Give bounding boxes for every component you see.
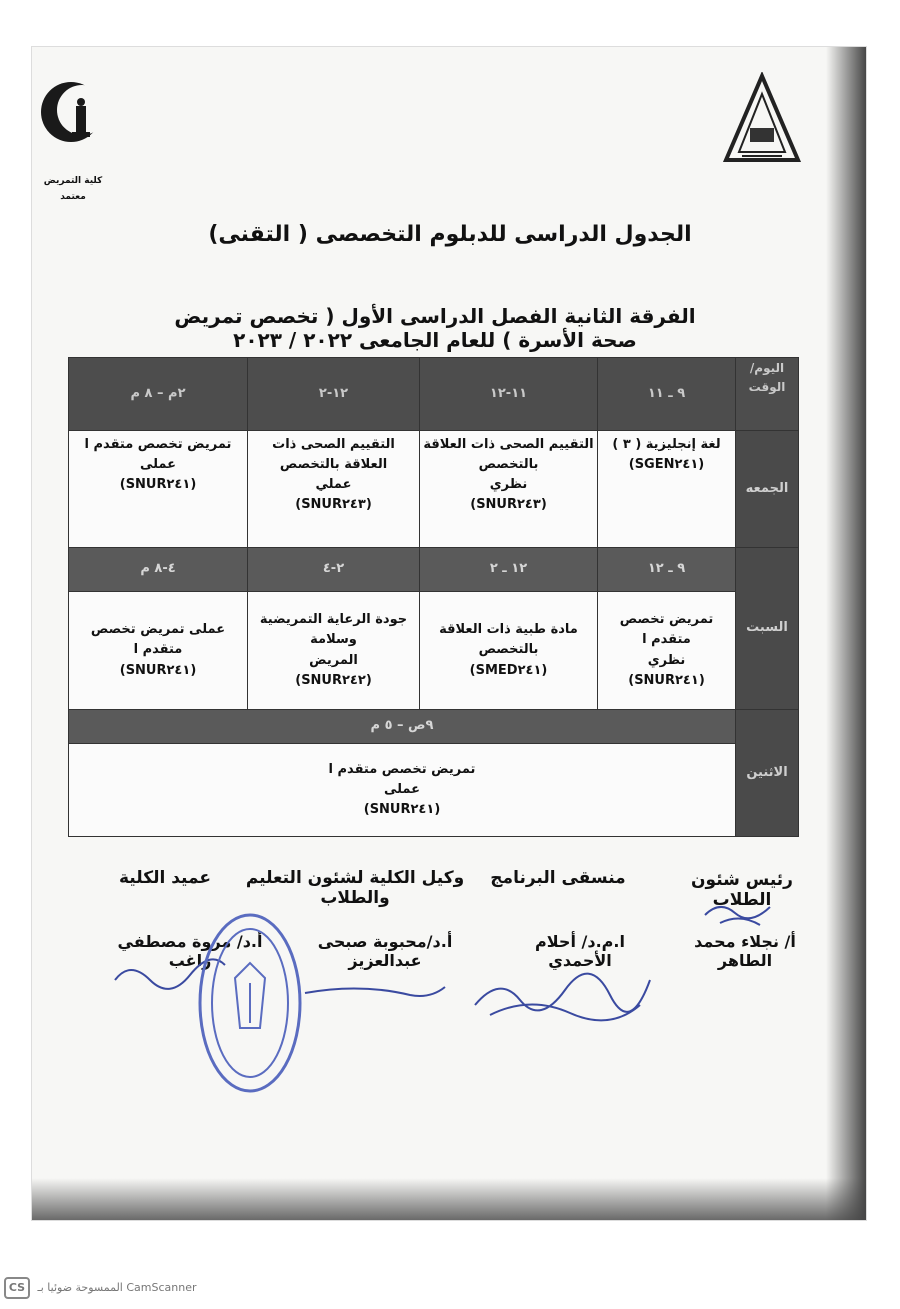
course-code: (SMED٢٤١) — [469, 662, 548, 678]
course-cell — [598, 592, 736, 710]
course-cell — [69, 744, 736, 837]
signature-name: أ.د/محبوبة صبحى عبدالعزيز — [317, 932, 453, 970]
logo-college-text: كلية التمريض — [43, 176, 103, 186]
course-name: تمريض تخصص متقدم ا — [619, 612, 714, 648]
course-name: تمريض تخصص متقدم ا — [84, 437, 232, 452]
course-name: تمريض تخصص متقدم ا — [328, 761, 476, 777]
course-type: عملى — [139, 457, 177, 473]
time-header: ٢-٤ — [248, 548, 420, 592]
course-cell — [420, 592, 598, 710]
time-header: ١١-١٢ — [420, 358, 598, 431]
course-code: (SNUR٢٤١) — [628, 672, 705, 688]
time-header: ٢م – ٨ م — [69, 358, 248, 431]
signature-role: وكيل الكلية لشئون التعليم والطلاب — [245, 868, 465, 908]
course-code: (SGEN٢٤١) — [628, 457, 705, 473]
day-label: الجمعه — [736, 431, 799, 548]
signature-role: عميد الكلية — [119, 868, 211, 888]
course-name-cont: المريض — [309, 652, 358, 668]
corner-header: اليوم/الوقت — [736, 358, 799, 431]
course-name: عملى تمريض تخصص متقدم ا — [90, 622, 226, 658]
page-subtitle: الفرقة الثانية الفصل الدراسى الأول ( تخصص تمريض صحة الأسرة ) للعام الجامعى ٢٠٢٢ / ٢٠٢٣ — [174, 304, 696, 352]
signature-name: ا.م.د/ أحلام الأحمدي — [535, 932, 625, 970]
course-cell — [69, 592, 248, 710]
camscanner-icon: CS — [4, 1277, 30, 1299]
signature-name: أ.د/ مروة مصطفي راغب — [117, 932, 263, 970]
course-cell — [69, 431, 248, 548]
course-type: عملى — [383, 781, 421, 797]
time-header: ١٢-٢ — [248, 358, 420, 431]
course-cell — [248, 431, 420, 548]
time-header: ١٢ ـ ٢ — [420, 548, 598, 592]
signature-role: منسقى البرنامج — [490, 868, 626, 888]
scanner-text: الممسوحة ضوئيا بـ CamScanner — [37, 1281, 197, 1294]
course-code: (SNUR٢٤١) — [119, 662, 197, 678]
course-type: عملي — [315, 477, 352, 493]
schedule-table — [68, 357, 799, 837]
course-code: (SNUR٢٤٣) — [295, 497, 372, 513]
course-name: التقييم الصحى ذات العلاقة بالتخصص — [423, 437, 594, 473]
signature-name: أ/ نجلاء محمد الطاهر — [694, 932, 796, 970]
course-code: (SNUR٢٤١) — [363, 802, 441, 818]
time-header: ٤-٨ م — [69, 548, 248, 592]
university-logo — [722, 72, 802, 167]
scanner-footer — [4, 1277, 197, 1299]
scan-shadow-bottom — [32, 1178, 866, 1220]
logo-accredited-text: معتمد — [60, 192, 86, 202]
handwritten-signature — [470, 965, 660, 1025]
page-title: الجدول الدراسى للدبلوم التخصصى ( التقنى) — [208, 222, 692, 247]
course-name: مادة طبية ذات العلاقة بالتخصص — [439, 622, 578, 658]
course-name: لغة إنجليزية ( ٣ ) — [612, 437, 721, 452]
day-label: السبت — [736, 548, 799, 710]
course-cell — [420, 431, 598, 548]
nursing-college-logo — [38, 66, 108, 211]
course-code: (SNUR٢٤٣) — [470, 497, 547, 513]
day-label: الاثنين — [736, 710, 799, 837]
course-name: جودة الرعاية التمريضية وسلامة — [259, 612, 408, 648]
official-seal — [195, 908, 305, 1098]
handwritten-signature — [700, 895, 780, 930]
time-header: ٩ص – ٥ م — [69, 710, 736, 744]
course-cell — [248, 592, 420, 710]
course-type: نظري — [647, 652, 686, 668]
course-cell — [598, 431, 736, 548]
handwritten-signature — [300, 975, 450, 1005]
course-name: التقييم الصحى ذات العلاقة بالتخصص — [272, 437, 395, 473]
time-header: ٩ ـ ١١ — [598, 358, 736, 431]
course-code: (SNUR٢٤٢) — [295, 672, 372, 688]
time-header: ٩ ـ ١٢ — [598, 548, 736, 592]
course-code: (SNUR٢٤١) — [119, 477, 197, 493]
course-type: نظري — [489, 477, 528, 493]
signature-role: رئيس شئون الطلاب — [691, 870, 793, 910]
